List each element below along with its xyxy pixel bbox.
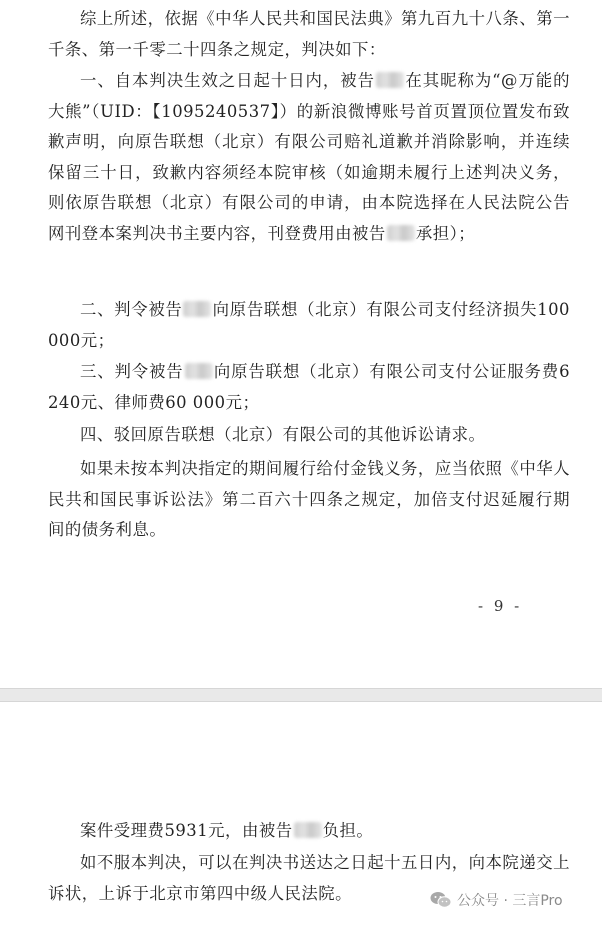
court-fee-post: 负担。	[322, 821, 374, 840]
page-divider	[0, 688, 602, 702]
ruling-item-1	[48, 66, 570, 249]
redacted-name	[183, 301, 211, 317]
court-fee-paragraph	[48, 816, 570, 847]
ruling-item-4: 四、驳回原告联想（北京）有限公司的其他诉讼请求。	[80, 425, 486, 444]
ruling-item-1-post2: 承担）；	[415, 223, 476, 243]
court-fee-pre: 案件受理费5931元，由被告	[80, 821, 293, 840]
conclusion-paragraph: 综上所述，依据《中华人民共和国民法典》第九百九十八条、第一千条、第一千零二十四条之规定，判决如下：	[48, 9, 570, 59]
wechat-icon	[430, 891, 452, 909]
interest-paragraph: 如果未按本判决指定的期间履行给付金钱义务，应当依照《中华人民共和国民事诉讼法》第二百六十四条之规定，加倍支付迟延履行期间的债务利息。	[48, 459, 570, 539]
ruling-item-1-pre: 一、自本判决生效之日起十日内，被告	[80, 71, 375, 90]
ruling-item-3-pre: 三、判令被告	[80, 362, 184, 381]
redacted-name	[376, 72, 404, 88]
redacted-name	[185, 363, 213, 379]
page-number: - 9 -	[478, 597, 523, 615]
redacted-name	[294, 822, 322, 838]
watermark-text: 公众号 · 三言Pro	[457, 893, 563, 909]
ruling-item-2	[48, 295, 570, 356]
appeal-paragraph: 如不服本判决，可以在判决书送达之日起十五日内，向本院递交上诉状，上诉于北京市第四中级人民法院。	[48, 853, 570, 903]
ruling-item-2-post: 向原告联想（北京）有限公司支付经济损失100 000元；	[48, 300, 570, 350]
redacted-name	[387, 225, 415, 241]
ruling-item-1-post: 在其昵称为“@万能的大熊”（UID：【1095240537】）的新浪微博账号首页置顶位置发布致歉声明，向原告联想（北京）有限公司赔礼道歉并消除影响，并连续保留三十日，致歉内容须经本院审核（如逾期未履行上述判决义务，则依原告联想（北京）有限公司的申请，由本院选择在人民法院公告网刊登本案判决书主要内容，刊登费用由被告	[48, 71, 571, 243]
ruling-item-2-pre: 二、判令被告	[80, 300, 183, 319]
watermark	[430, 890, 563, 910]
ruling-item-3-post: 向原告联想（北京）有限公司支付公证服务费6240元、律师费60 000元；	[48, 362, 570, 412]
ruling-item-3	[48, 357, 570, 418]
